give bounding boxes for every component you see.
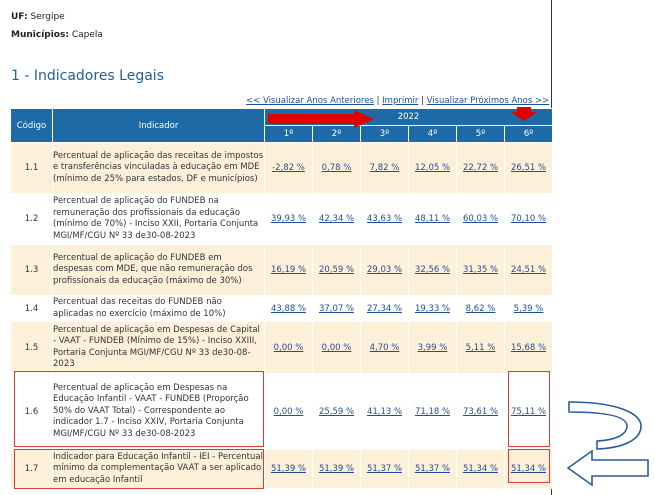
period-header: 4º	[409, 126, 457, 143]
period-header: 1º	[265, 126, 313, 143]
row-code: 1.7	[11, 450, 53, 489]
value-link[interactable]: 0,00 %	[273, 342, 304, 353]
left-arrow-icon	[566, 449, 650, 487]
value-link[interactable]: 70,10 %	[510, 214, 547, 224]
value-link[interactable]: 42,34 %	[318, 214, 355, 224]
value-link[interactable]: 51,37 %	[366, 464, 403, 474]
period-header: 3º	[361, 126, 409, 143]
value-link[interactable]: 51,34 %	[510, 464, 547, 474]
table-row	[11, 194, 553, 245]
highlight-box-value-1-6	[508, 371, 550, 447]
value-link[interactable]: 37,07 %	[318, 303, 355, 314]
row-code: 1.4	[11, 296, 53, 322]
uf-info	[11, 12, 65, 22]
table-row	[11, 143, 553, 194]
row-indicator: Percentual de aplicação do FUNDEB em despesas com MDE, que não remuneração dos profissionais da educação (máximo de 30%)	[53, 245, 265, 296]
period-header: 5º	[457, 126, 505, 143]
value-link[interactable]: 71,18 %	[414, 406, 451, 417]
value-link[interactable]: 5,39 %	[513, 303, 544, 314]
municipio-info	[11, 30, 103, 40]
code-column-header: Código	[11, 109, 53, 143]
value-link[interactable]: 24,51 %	[510, 265, 547, 275]
value-link[interactable]: 48,11 %	[414, 214, 451, 224]
down-arrow-icon	[511, 107, 537, 121]
value-link[interactable]: 51,39 %	[270, 464, 307, 474]
print-link[interactable]: Imprimir	[382, 96, 419, 106]
value-link[interactable]: 3,99 %	[417, 342, 448, 353]
highlight-box-indicator-1-7	[14, 449, 264, 489]
municipio-value: Capela	[71, 30, 103, 40]
row-indicator: Percentual das receitas do FUNDEB não aplicadas no exercício (máximo de 10%)	[53, 296, 265, 322]
value-link[interactable]: 41,13 %	[366, 406, 403, 417]
value-link[interactable]: 0,00 %	[273, 406, 304, 417]
value-link[interactable]: 12,05 %	[414, 163, 451, 173]
section-title: 1 - Indicadores Legais	[11, 68, 164, 84]
value-link[interactable]: 43,88 %	[270, 303, 307, 314]
row-code: 1.2	[11, 194, 53, 245]
indicator-column-header: Indicador	[53, 109, 265, 143]
value-link[interactable]: 4,70 %	[369, 342, 400, 353]
period-header: 6º	[505, 126, 553, 143]
value-link[interactable]: 75,11 %	[510, 406, 547, 417]
row-code: 1.3	[11, 245, 53, 296]
next-years-link[interactable]: Visualizar Próximos Anos >>	[426, 96, 550, 106]
nav-separator: |	[421, 96, 424, 106]
value-link[interactable]: 26,51 %	[510, 163, 547, 173]
highlight-box-indicator-1-6	[14, 371, 264, 447]
value-link[interactable]: 39,93 %	[270, 214, 307, 224]
value-link[interactable]: 7,82 %	[369, 163, 400, 173]
row-code: 1.5	[11, 322, 53, 374]
value-link[interactable]: 31,35 %	[462, 265, 499, 275]
value-link[interactable]: 16,19 %	[270, 265, 307, 275]
table-row	[11, 296, 553, 322]
value-link[interactable]: 25,59 %	[318, 406, 355, 417]
value-link[interactable]: 51,34 %	[462, 464, 499, 474]
value-link[interactable]: 51,37 %	[414, 464, 451, 474]
value-link[interactable]: 27,34 %	[366, 303, 403, 314]
uf-label: UF:	[11, 12, 28, 22]
row-indicator: Percentual de aplicação em Despesas de Capital - VAAT - FUNDEB (Mínimo de 15%) - Inciso XXIII, Portaria Conjunta MGI/MF/CGU Nº 33 de30-08-2023	[53, 322, 265, 374]
value-link[interactable]: 22,72 %	[462, 163, 499, 173]
value-link[interactable]: 73,61 %	[462, 406, 499, 417]
nav-separator: |	[376, 96, 380, 106]
row-indicator: Indicador para Educação Infantil - IEI - Percentual mínimo da complementação VAAT a ser aplicado em educação Infantil	[53, 450, 265, 489]
row-indicator: Percentual de aplicação das receitas de impostos e transferências vinculadas à educação em MDE (mínimo de 25% para estados, DF e municípios)	[53, 143, 265, 194]
row-code: 1.1	[11, 143, 53, 194]
value-link[interactable]: 29,03 %	[366, 265, 403, 275]
right-arrow-icon	[268, 110, 376, 128]
value-link[interactable]: -2,82 %	[272, 163, 305, 173]
value-link[interactable]: 51,39 %	[318, 464, 355, 474]
table-row	[11, 322, 553, 374]
year-navigation	[246, 96, 549, 106]
value-link[interactable]: 5,11 %	[465, 342, 496, 353]
municipio-label: Municípios:	[11, 30, 69, 40]
year-header: 2022	[265, 109, 553, 126]
uf-value: Sergipe	[30, 12, 65, 22]
table-row	[11, 245, 553, 296]
previous-years-link[interactable]: << Visualizar Anos Anteriores	[246, 96, 374, 106]
row-code: 1.6	[11, 374, 53, 450]
value-link[interactable]: 8,62 %	[465, 303, 496, 314]
value-link[interactable]: 32,56 %	[414, 265, 451, 275]
value-link[interactable]: 43,63 %	[366, 214, 403, 224]
value-link[interactable]: 0,78 %	[321, 163, 352, 173]
highlight-box-value-1-7	[508, 449, 550, 483]
row-indicator: Percentual de aplicação em Despesas na Educação Infantil - VAAT - FUNDEB (Proporção 50% do VAAT Total) - Correspondente ao indicador 1.7 - Inciso XXIV, Portaria Conjunta MGI/MF/CGU Nº 33 de30-08-2023	[53, 374, 265, 450]
value-link[interactable]: 15,68 %	[510, 342, 547, 353]
row-indicator: Percentual de aplicação do FUNDEB na remuneração dos profissionais da educação (mínimo de 70%) - Inciso XXII, Portaria Conjunta MGI/MF/CGU Nº 33 de30-08-2023	[53, 194, 265, 245]
period-header: 2º	[313, 126, 361, 143]
value-link[interactable]: 20,59 %	[318, 265, 355, 275]
value-link[interactable]: 19,33 %	[414, 303, 451, 314]
value-link[interactable]: 0,00 %	[321, 342, 352, 353]
value-link[interactable]: 60,03 %	[462, 214, 499, 224]
curved-arrow-icon	[563, 400, 643, 452]
